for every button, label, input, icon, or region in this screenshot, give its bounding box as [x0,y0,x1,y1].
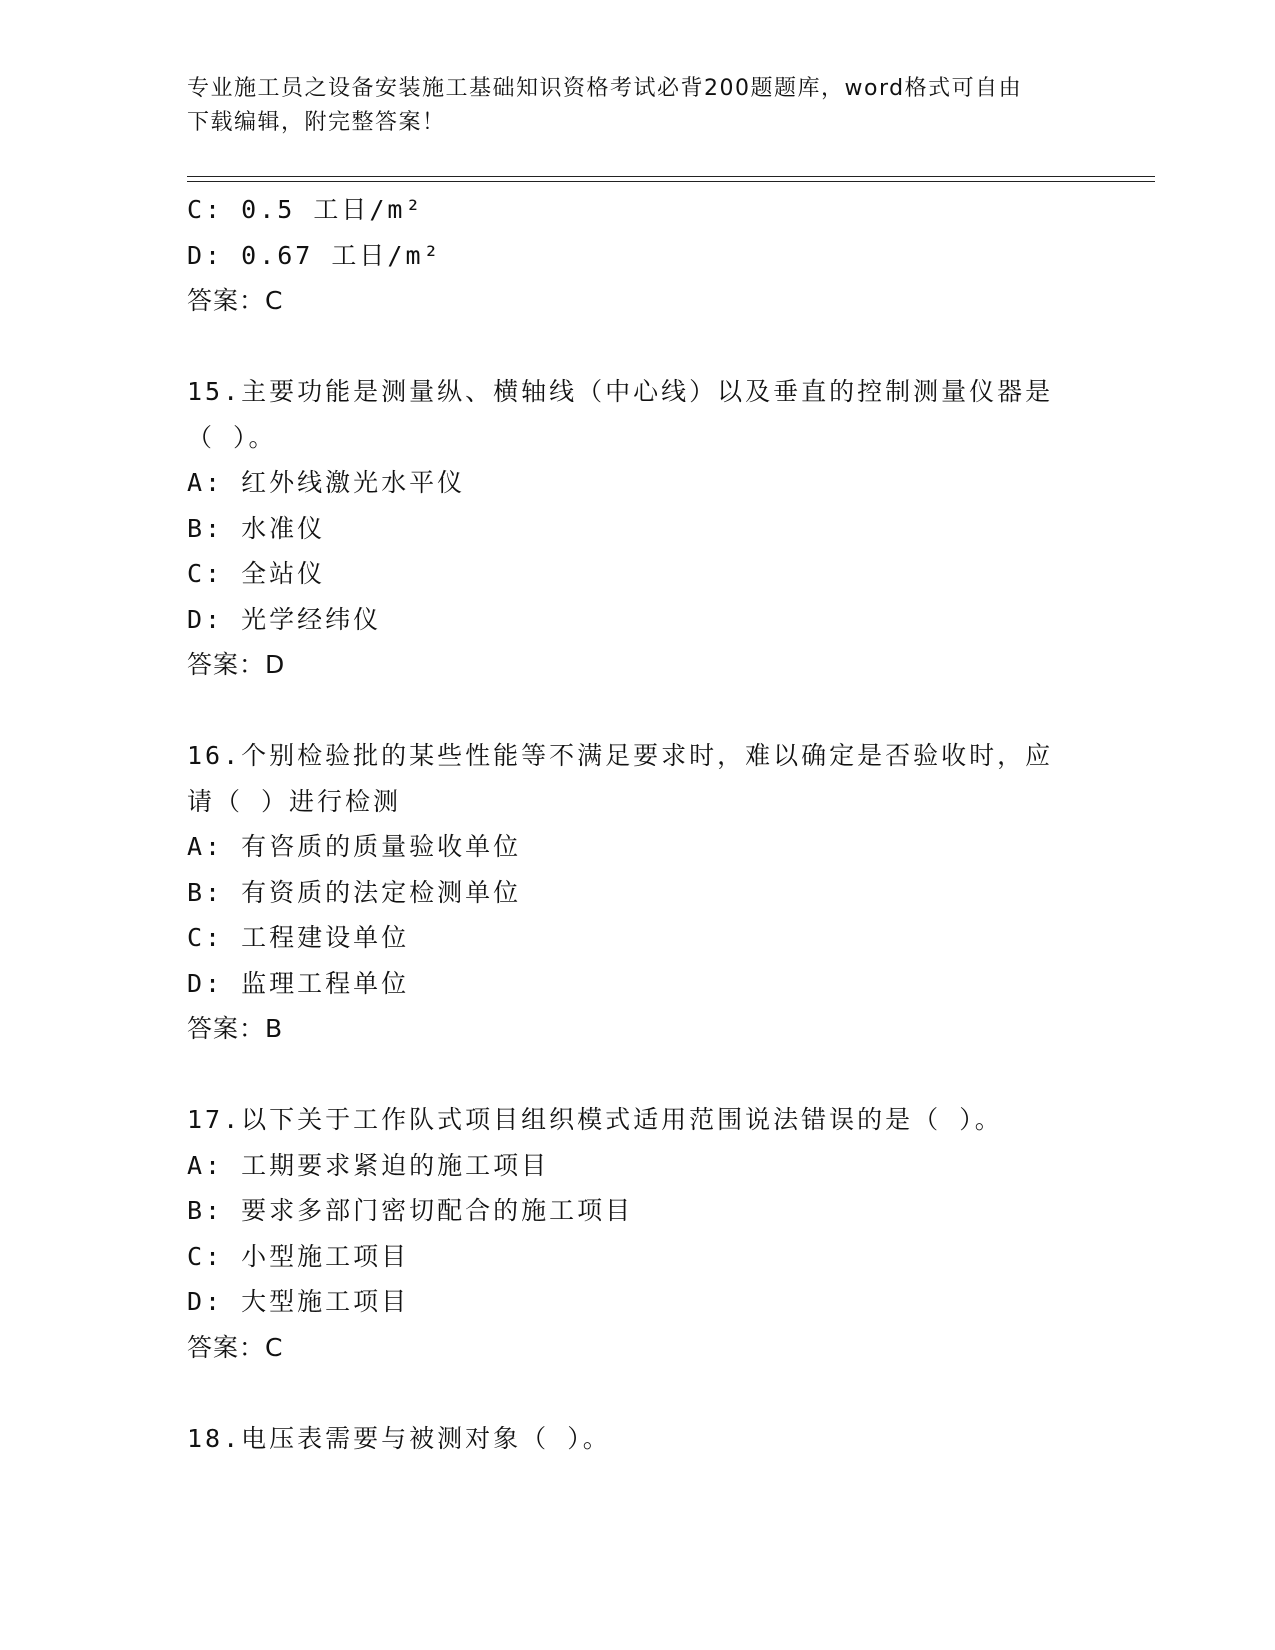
option-a: A: 工期要求紧迫的施工项目 [187,1150,550,1180]
option-b: B: 要求多部门密切配合的施工项目 [187,1196,634,1225]
header-divider-bottom [187,181,1155,182]
question-stem: 15.主要功能是测量纵、横轴线（中心线）以及垂直的控制测量仪器是 [187,377,1054,406]
answer-line: 答案：C [187,286,284,315]
question-stem-continued: （ ）。 [187,422,277,452]
option-c: C: 小型施工项目 [187,1241,410,1271]
spacer [187,688,1087,734]
option-c: C: 全站仪 [187,559,326,588]
header-divider-top [187,176,1155,177]
option-d: D: 大型施工项目 [187,1287,410,1316]
option-b: B: 水准仪 [187,513,326,543]
answer-line: 答案：D [187,650,286,679]
question-stem: 16.个别检验批的某些性能等不满足要求时，难以确定是否验收时，应 [187,741,1054,770]
spacer [187,324,1087,370]
option-d: D: 光学经纬仪 [187,604,382,634]
answer-line: 答案：C [187,1332,284,1362]
answer-line: 答案：B [187,1014,284,1043]
question-stem: 18.电压表需要与被测对象（ ）。 [187,1423,611,1453]
option-a: A: 红外线激光水平仪 [187,468,466,497]
option-c: C: 工程建设单位 [187,923,410,952]
option-a: A: 有咨质的质量验收单位 [187,832,522,861]
document-header [187,72,1087,140]
option-d: D: 0.67 工日/m² [187,240,442,270]
option-b: B: 有资质的法定检测单位 [187,877,522,907]
header-line-2: 下载编辑，附完整答案！ [187,110,446,135]
spacer [187,1370,1087,1416]
question-stem-continued: 请（ ）进行检测 [187,786,402,816]
question-list [187,187,1087,1461]
spacer [187,1052,1087,1098]
header-line-1: 专业施工员之设备安装施工基础知识资格考试必背200题题库，word格式可自由 [187,76,1023,101]
option-c: C: 0.5 工日/m² [187,195,424,224]
option-d: D: 监理工程单位 [187,968,410,998]
question-stem: 17.以下关于工作队式项目组织模式适用范围说法错误的是（ ）。 [187,1105,1003,1134]
